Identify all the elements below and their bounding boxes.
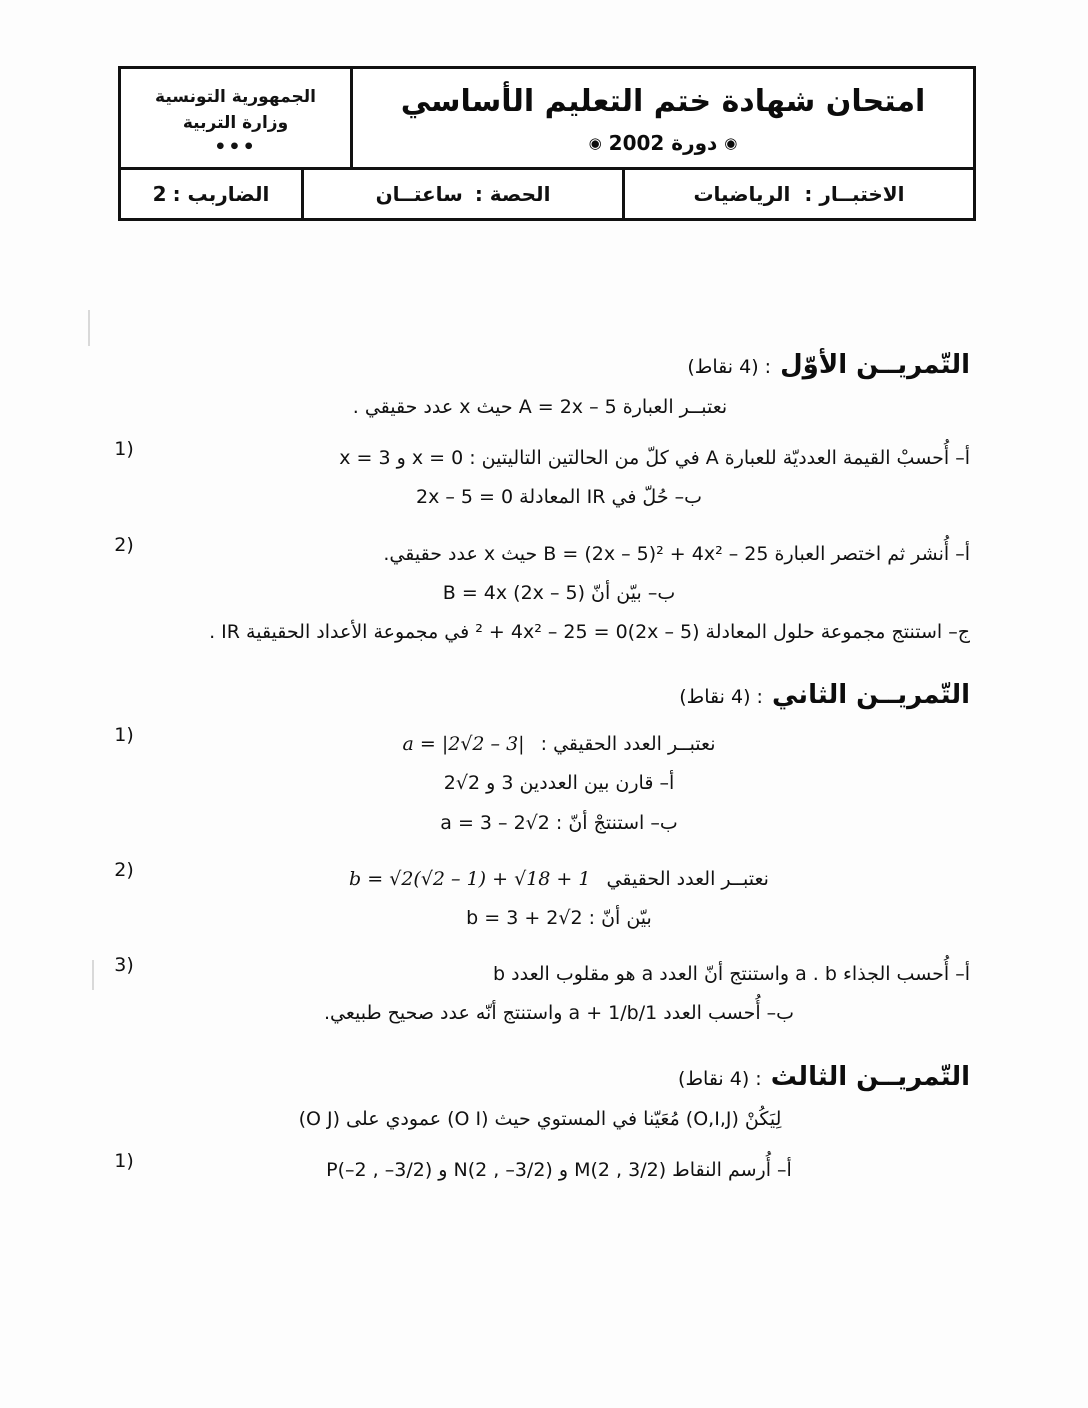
exercise-2-item-1-sub-a: أ– قارن بين العددين 3 و 2√2 bbox=[443, 772, 675, 795]
exam-body bbox=[110, 350, 970, 1204]
duration-cell bbox=[301, 170, 622, 218]
exercise-3-item-1-number: (1 bbox=[114, 1149, 134, 1172]
duration-label: الحصة : bbox=[474, 182, 551, 206]
exam-header-table bbox=[118, 66, 976, 221]
exercise-2-item-2-sub-a: بيّن أنّ : b = 3 + 2√2 bbox=[466, 906, 652, 929]
coefficient-label: الضاربب : bbox=[172, 182, 270, 206]
exercise-2-item-1-formula: a = |2√2 – 3| bbox=[402, 733, 525, 756]
coefficient-cell bbox=[121, 170, 301, 218]
exercise-1-item-1-sub-a: أ– أُحسبْ القيمة العدديّة للعبارة A في كلّ من الحالتين التاليتين : x = 0 و x = 3 bbox=[339, 447, 970, 470]
coefficient-value: 2 bbox=[152, 182, 167, 206]
exercise-3-item-1 bbox=[110, 1148, 970, 1192]
header-bottom-row bbox=[121, 170, 973, 218]
exercise-2-title: التّمريــن الثاني bbox=[772, 680, 970, 711]
exercise-2-item-3 bbox=[110, 952, 970, 1035]
exercise-1-title: التّمريــن الأوّل bbox=[780, 350, 970, 380]
exercise-2-item-1-lead: نعتبــر العدد الحقيقي : bbox=[540, 733, 716, 756]
scan-artifact bbox=[88, 310, 90, 346]
exercise-2-item-1 bbox=[110, 722, 970, 845]
exercise-1-item-2-sub-b: ب– بيّن أنّ B = 4x (2x – 5) bbox=[442, 581, 676, 604]
bullet-icon: ◉ bbox=[724, 133, 738, 152]
bullet-icon: ◉ bbox=[588, 133, 602, 152]
exercise-1-item-2-sub-c: ج– استنتج مجموعة حلول المعادلة (2x – 5)² + 4x² – 25 = 0 في مجموعة الأعداد الحقيقية IR . bbox=[209, 621, 970, 643]
exercise-1-item-2-number: (2 bbox=[114, 533, 134, 556]
exercise-2-item-2-formula: b = √2(√2 – 1) + √18 + 1 bbox=[349, 867, 591, 890]
exercise-2-item-3-sub-a: أ– أُحسب الجذاء a . b واستنتج أنّ العدد a هو مقلوب العدد b bbox=[493, 963, 970, 986]
republic-dots: ••• bbox=[214, 136, 257, 158]
exercise-2-item-3-number: (3 bbox=[114, 954, 134, 977]
exam-session bbox=[363, 131, 963, 155]
exercise-1-intro: نعتبــر العبارة A = 2x – 5 حيث x عدد حقيقي . bbox=[352, 396, 728, 418]
subject-label: الاختبــار : bbox=[804, 182, 905, 206]
header-top-row bbox=[121, 69, 973, 170]
exercise-1-item-1 bbox=[110, 436, 970, 519]
exercise-2-item-2 bbox=[110, 857, 970, 940]
republic-line-2: وزارة التربية bbox=[182, 112, 289, 133]
exam-session-label: دورة 2002 bbox=[608, 130, 718, 155]
exercise-1-item-1-sub-b: ب– حُلّ في IR المعادلة 2x – 5 = 0 bbox=[416, 486, 702, 509]
exercise-2-item-1-sub-b: ب– استنتجْ أنّ : a = 3 – 2√2 bbox=[440, 811, 678, 834]
exercise-3-title: التّمريــن الثالث bbox=[770, 1061, 970, 1092]
exercise-2-item-1-number: (1 bbox=[114, 724, 134, 747]
page-title: امتحان شهادة ختم التعليم الأساسي bbox=[400, 84, 926, 119]
exercise-2-points: : (4 نقاط) bbox=[679, 686, 763, 709]
exercise-2-heading bbox=[110, 680, 970, 710]
exercise-2-item-2-lead: نعتبــر العدد الحقيقي bbox=[606, 867, 769, 890]
exercise-3-heading bbox=[110, 1062, 970, 1092]
exercise-1-item-1-number: (1 bbox=[114, 438, 134, 461]
scan-artifact bbox=[92, 960, 94, 990]
duration-value: ساعتــان bbox=[375, 182, 463, 206]
subject-cell bbox=[622, 170, 973, 218]
exercise-1-heading bbox=[110, 350, 970, 380]
exercise-2-item-2-number: (2 bbox=[114, 858, 134, 881]
exercise-1-item-2 bbox=[110, 532, 970, 655]
exercise-2-item-1-lead-row bbox=[148, 727, 970, 761]
exam-title-cell bbox=[350, 69, 973, 167]
exercise-3-intro: لِيَكُنْ (O,I,J) مُعَيّنا في المستوي حيث (O I) عمودي على (O J) bbox=[298, 1107, 782, 1130]
exercise-2-item-3-sub-b: ب– أُحسب العدد 1/a + 1/b واستنتج أنّه عدد صحيح طبيعي. bbox=[323, 1002, 795, 1025]
exercise-3-item-1-sub-a: أ– أُرسم النقاط M(2 , 3/2) و N(2 , –3/2) و P(–2 , –3/2) bbox=[326, 1158, 792, 1181]
exercise-1-points: : (4 نقاط) bbox=[687, 356, 772, 378]
exercise-2-item-2-lead-row bbox=[148, 862, 970, 896]
republic-cell bbox=[121, 69, 350, 167]
republic-line-1: الجمهورية التونسية bbox=[155, 87, 316, 107]
exercise-1-item-2-sub-a: أ– أُنشر ثم اختصر العبارة B = (2x – 5)² + 4x² – 25 حيث x عدد حقيقي. bbox=[383, 542, 970, 565]
subject-value: الرياضيات bbox=[693, 182, 791, 206]
exercise-3-points: : (4 نقاط) bbox=[678, 1067, 762, 1090]
